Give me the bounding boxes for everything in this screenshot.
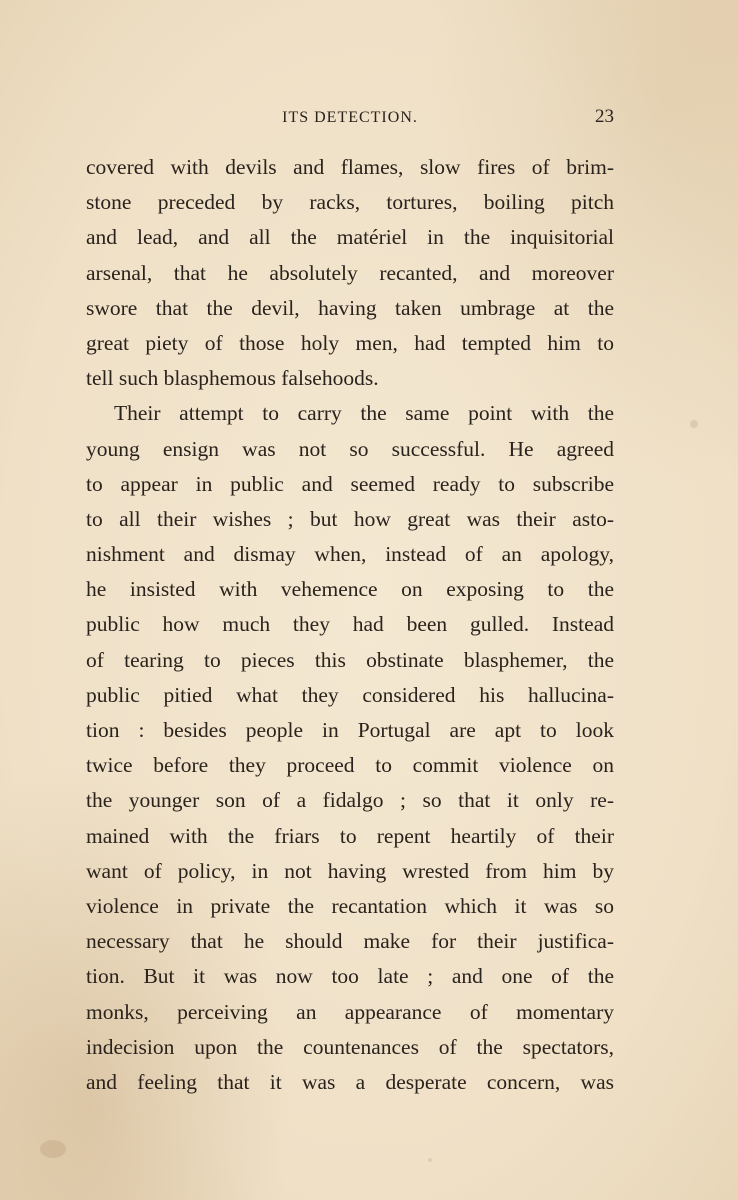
text-line: nishment and dismay when, instead of an apology, [86,542,614,567]
text-line: violence in private the recantation which it was so [86,893,614,918]
text-line: mained with the friars to repent heartily of their [86,823,614,848]
text-line: monks, perceiving an appearance of momentary [86,999,614,1024]
text-line: arsenal, that he absolutely recanted, and moreover [86,260,614,285]
text-line: tion : besides people in Portugal are apt to look [86,718,614,742]
running-header [86,106,614,132]
text-line: the younger son of a fidalgo ; so that it only re- [86,788,614,813]
text-line: tell such blasphemous falsehoods. [86,366,379,391]
text-line: twice before they proceed to commit violence on [86,753,614,778]
text-line: Their attempt to carry the same point with the [114,401,614,426]
text-line: to appear in public and seemed ready to subscribe [86,471,614,496]
page-number: 23 [595,106,614,127]
text-line: necessary that he should make for their justifica- [86,929,614,954]
paper-stain [40,1140,66,1158]
text-line: covered with devils and flames, slow fires of brim- [86,155,614,179]
text-line: to all their wishes ; but how great was their asto- [86,506,614,531]
text-line: swore that the devil, having taken umbrage at the [86,295,614,320]
text-line: and feeling that it was a desperate concern, was [86,1069,614,1094]
text-line: of tearing to pieces this obstinate blasphemer, the [86,647,614,672]
text-line: stone preceded by racks, tortures, boiling pitch [86,190,614,215]
text-line: and lead, and all the matériel in the inquisitorial [86,225,614,250]
running-title: ITS DETECTION. [282,109,418,126]
text-line: tion. But it was now too late ; and one of the [86,964,614,989]
text-line: public pitied what they considered his hallucina- [86,682,614,707]
text-line: public how much they had been gulled. Instead [86,612,614,637]
text-line: he insisted with vehemence on exposing to the [86,577,614,602]
text-line: young ensign was not so successful. He agreed [86,436,614,461]
text-line: want of policy, in not having wrested from him by [86,858,614,883]
paper-stain [690,420,698,428]
paper-stain [428,1158,432,1162]
body-text [86,150,614,1100]
text-line: indecision upon the countenances of the spectators, [86,1034,614,1059]
text-line: great piety of those holy men, had tempted him to [86,330,614,355]
